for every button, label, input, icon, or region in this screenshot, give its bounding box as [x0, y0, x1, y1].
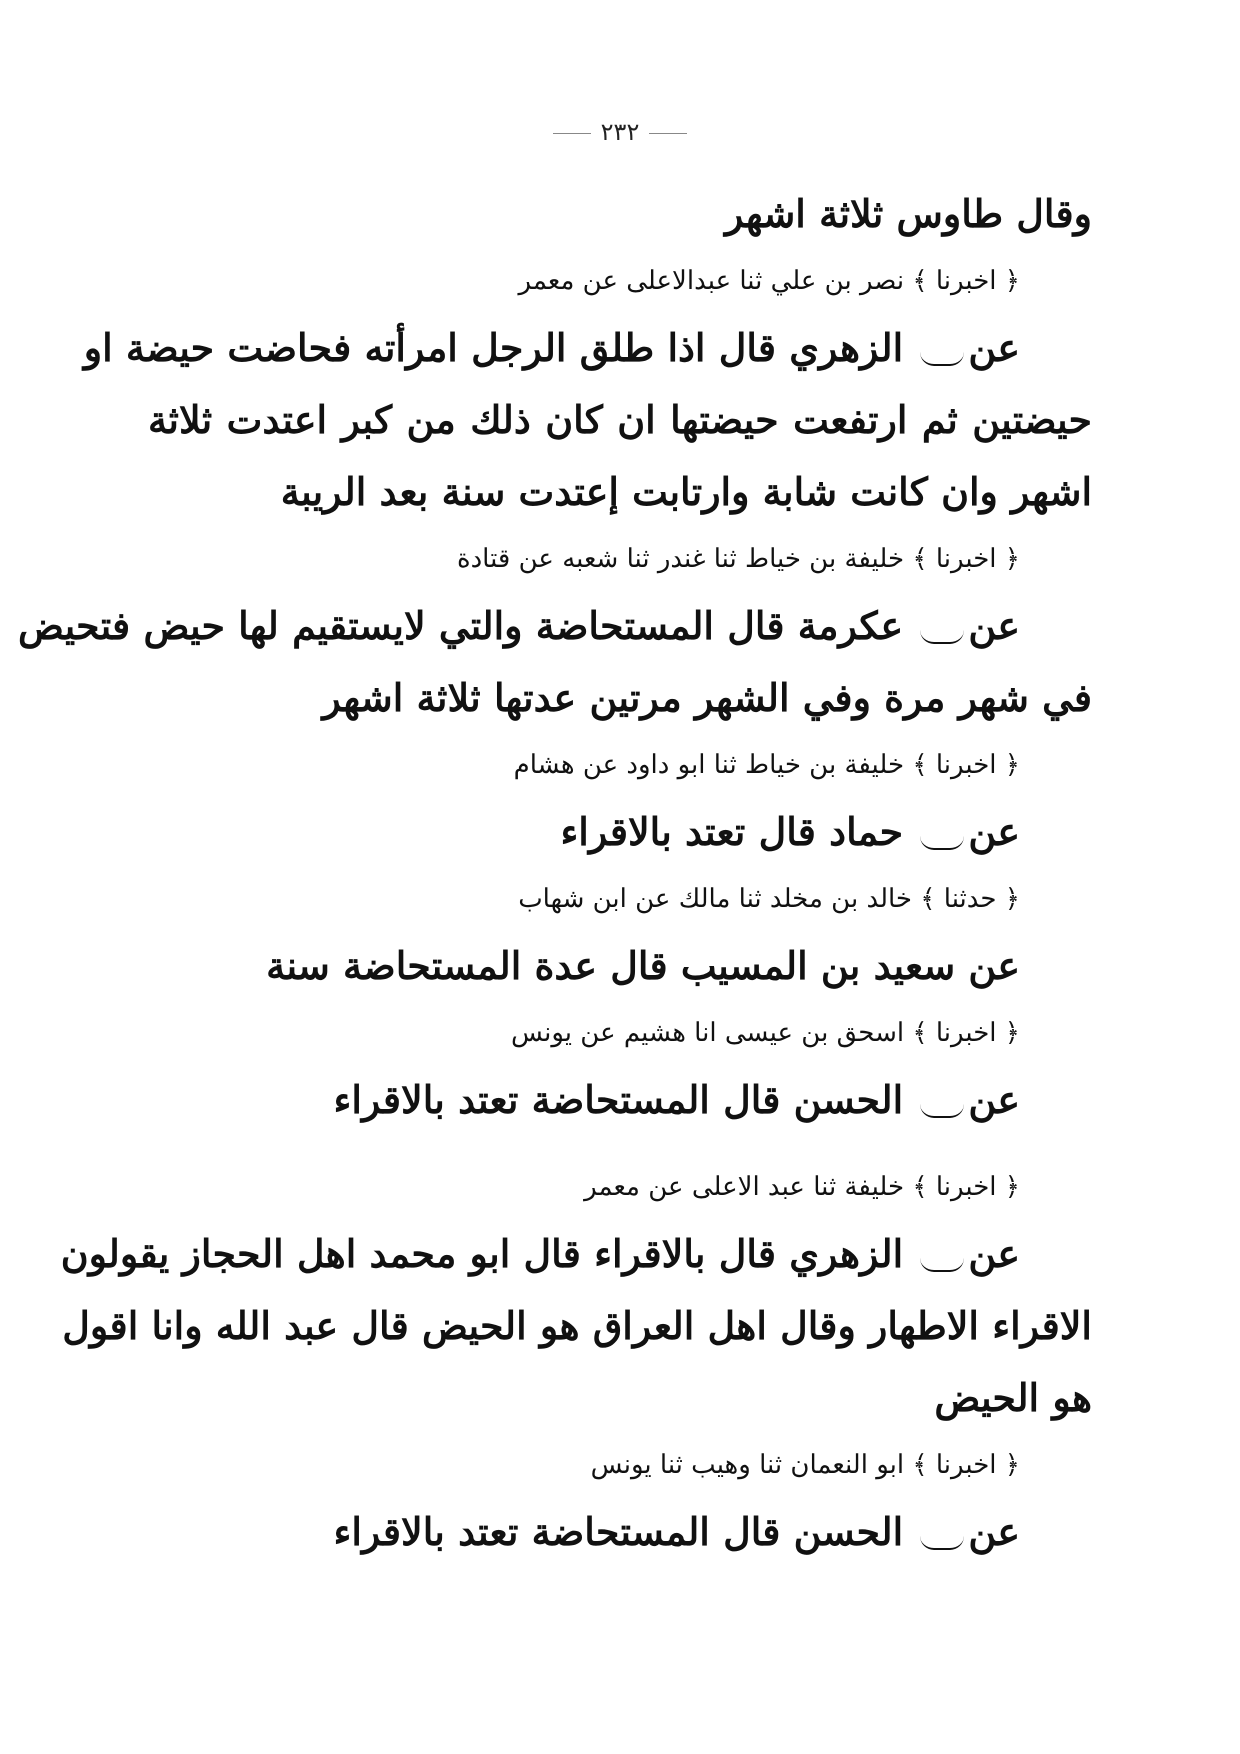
text-line	[60, 1218, 1092, 1290]
isnad-line: ﴿ حدثنا ﴾ خالد بن مخلد ثنا مالك عن ابن شهاب	[518, 884, 1020, 914]
text-line: وقال طاوس ثلاثة اشهر	[724, 191, 1092, 236]
text-line	[148, 1064, 1092, 1136]
text-line-content: الزهري قال بالاقراء قال ابو محمد اهل الحجاز يقولون	[60, 1231, 904, 1276]
text-line-content: حماد قال تعتد بالاقراء	[560, 809, 904, 854]
text-line-content: عكرمة قال المستحاضة والتي لايستقيم لها حيض فتحيض	[18, 603, 904, 648]
text-line: حيضتين ثم ارتفعت حيضتها ان كان ذلك من كبر اعتدت ثلاثة	[148, 397, 1092, 442]
isnad-line: ﴿ اخبرنا ﴾ خليفة بن خياط ثنا غندر ثنا شعبه عن قتادة	[456, 544, 1020, 574]
text-line: عن سعيد بن المسيب قال عدة المستحاضة سنة	[266, 943, 1020, 988]
text-line-content: الزهري قال اذا طلق الرجل امرأته فحاضت حيضة او	[83, 325, 904, 370]
an-marker: عن	[916, 796, 1020, 868]
text-line: هو الحيض	[934, 1375, 1092, 1420]
text-line	[148, 796, 1092, 868]
text-line-content: الحسن قال المستحاضة تعتد بالاقراء	[333, 1077, 904, 1122]
text-line	[148, 1496, 1092, 1568]
an-marker: عن	[916, 1218, 1020, 1290]
isnad-line: ﴿ اخبرنا ﴾ اسحق بن عيسى انا هشيم عن يونس	[510, 1018, 1020, 1048]
an-marker: عن	[916, 312, 1020, 384]
text-body	[18, 178, 1092, 1568]
isnad-line: ﴿ اخبرنا ﴾ ابو النعمان ثنا وهيب ثنا يونس	[590, 1450, 1020, 1480]
page-number: ٢٣٢	[0, 118, 1240, 146]
text-line: الاقراء الاطهار وقال اهل العراق هو الحيض قال عبد الله وانا اقول	[62, 1303, 1092, 1348]
isnad-line: ﴿ اخبرنا ﴾ خليفة بن خياط ثنا ابو داود عن هشام	[513, 750, 1020, 780]
an-marker: عن	[916, 1496, 1020, 1568]
an-marker: عن	[916, 590, 1020, 662]
isnad-line: ﴿ اخبرنا ﴾ نصر بن علي ثنا عبدالاعلى عن معمر	[518, 266, 1020, 296]
text-line	[18, 590, 1092, 662]
text-line-content: الحسن قال المستحاضة تعتد بالاقراء	[333, 1509, 904, 1554]
an-marker: عن	[916, 1064, 1020, 1136]
spacer	[148, 1136, 1092, 1156]
text-line: في شهر مرة وفي الشهر مرتين عدتها ثلاثة اشهر	[322, 675, 1092, 720]
text-line	[83, 312, 1092, 384]
text-line: اشهر وان كانت شابة وارتابت إعتدت سنة بعد الريبة	[280, 469, 1092, 514]
isnad-line: ﴿ اخبرنا ﴾ خليفة ثنا عبد الاعلى عن معمر	[584, 1172, 1020, 1202]
